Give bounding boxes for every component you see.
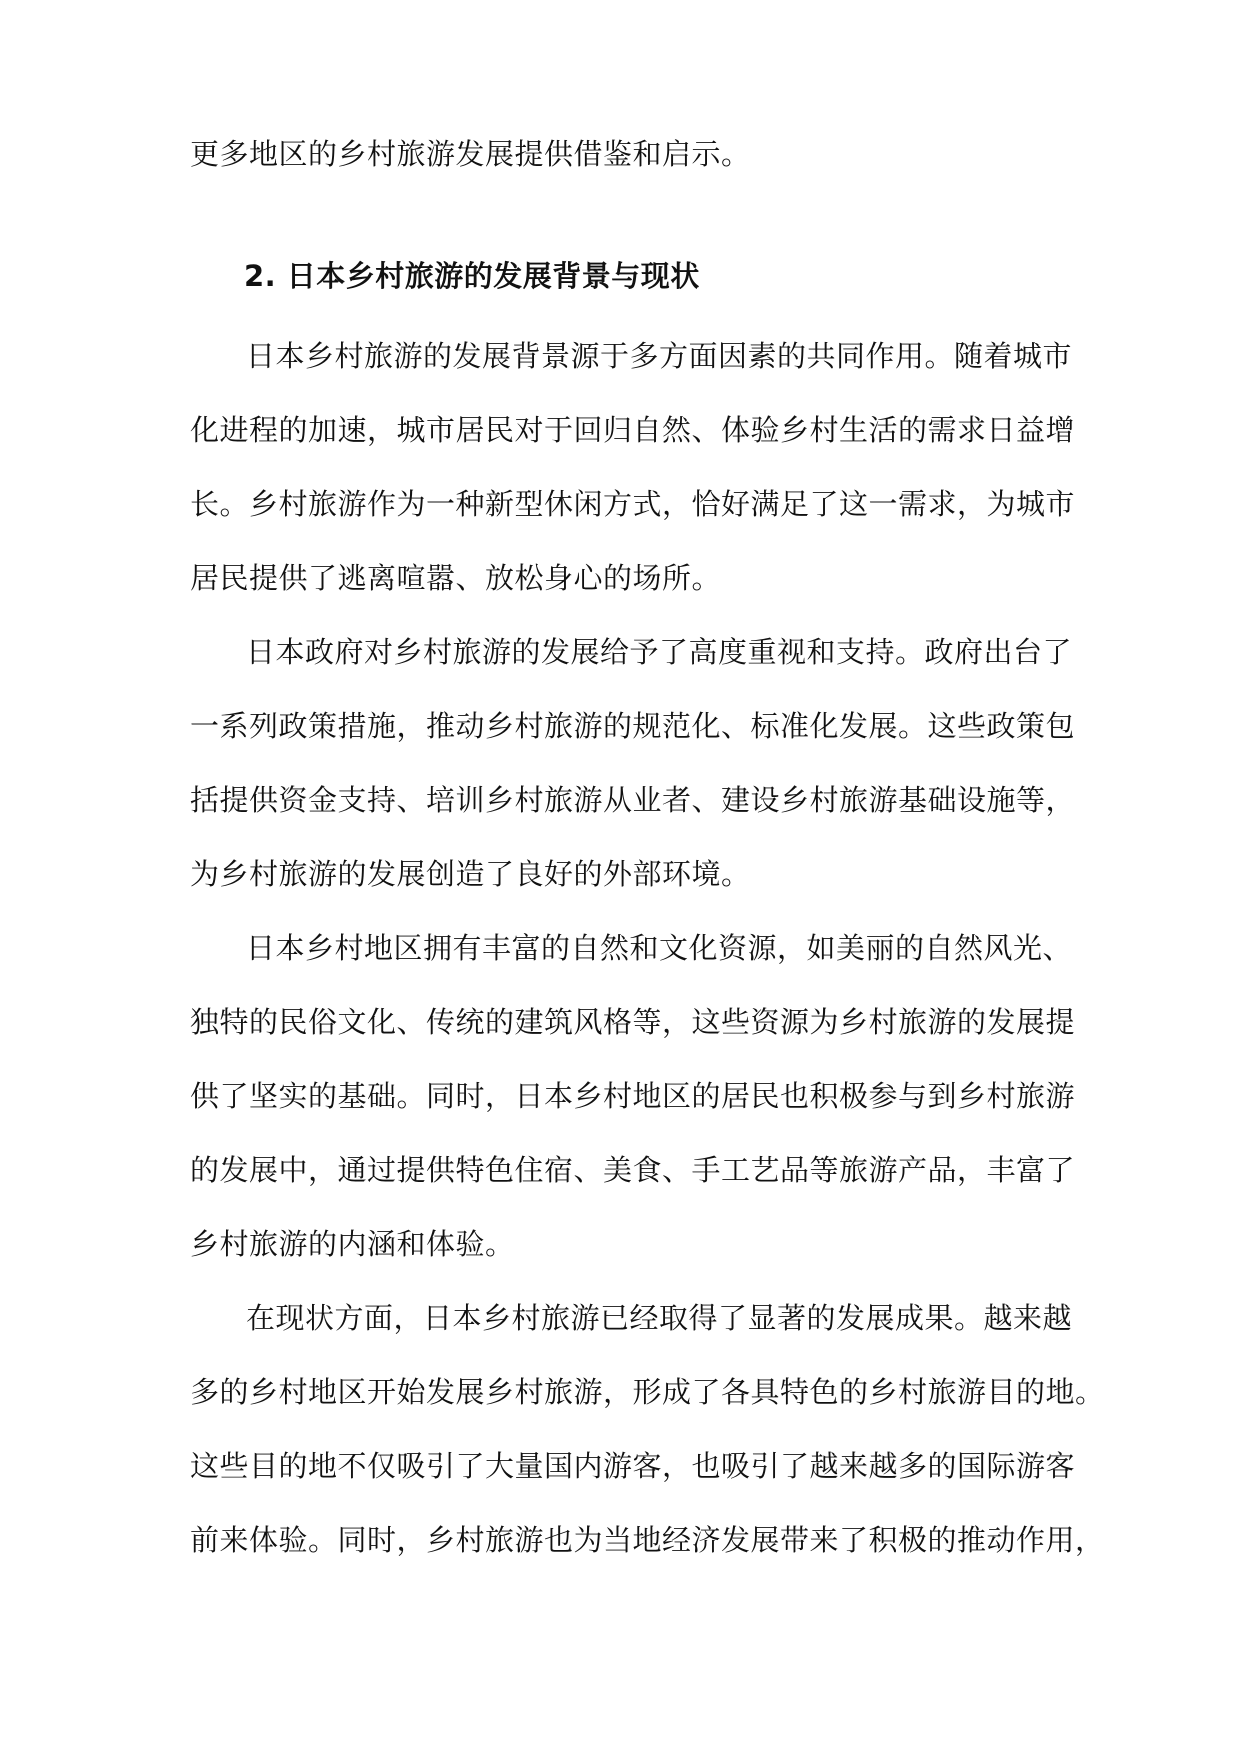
paragraph-4-line-4: 前来体验。同时，乡村旅游也为当地经济发展带来了积极的推动作用， [190,1523,1105,1557]
paragraph-4-line-3: 这些目的地不仅吸引了大量国内游客，也吸引了越来越多的国际游客 [190,1449,1076,1483]
paragraph-3-line-4: 的发展中，通过提供特色住宿、美食、手工艺品等旅游产品，丰富了 [190,1153,1076,1187]
paragraph-2-line-3: 括提供资金支持、培训乡村旅游从业者、建设乡村旅游基础设施等， [190,783,1076,817]
paragraph-1-line-4: 居民提供了逃离喧嚣、放松身心的场所。 [190,561,722,595]
paragraph-3-line-1: 日本乡村地区拥有丰富的自然和文化资源，如美丽的自然风光、 [246,931,1073,965]
section-heading: 2. 日本乡村旅游的发展背景与现状 [244,259,700,293]
paragraph-1-line-2: 化进程的加速，城市居民对于回归自然、体验乡村生活的需求日益增 [190,413,1076,447]
paragraph-2-line-4: 为乡村旅游的发展创造了良好的外部环境。 [190,857,751,891]
paragraph-4-line-1: 在现状方面，日本乡村旅游已经取得了显著的发展成果。越来越 [246,1301,1073,1335]
paragraph-3-line-3: 供了坚实的基础。同时，日本乡村地区的居民也积极参与到乡村旅游 [190,1079,1076,1113]
paragraph-4-line-2: 多的乡村地区开始发展乡村旅游，形成了各具特色的乡村旅游目的地。 [190,1375,1105,1409]
paragraph-3-line-2: 独特的民俗文化、传统的建筑风格等，这些资源为乡村旅游的发展提 [190,1005,1076,1039]
paragraph-3-line-5: 乡村旅游的内涵和体验。 [190,1227,515,1261]
lead-paragraph-line: 更多地区的乡村旅游发展提供借鉴和启示。 [190,137,751,171]
paragraph-1-line-3: 长。乡村旅游作为一种新型休闲方式，恰好满足了这一需求，为城市 [190,487,1076,521]
paragraph-2-line-2: 一系列政策措施，推动乡村旅游的规范化、标准化发展。这些政策包 [190,709,1076,743]
paragraph-1-line-1: 日本乡村旅游的发展背景源于多方面因素的共同作用。随着城市 [246,339,1073,373]
paragraph-2-line-1: 日本政府对乡村旅游的发展给予了高度重视和支持。政府出台了 [246,635,1073,669]
